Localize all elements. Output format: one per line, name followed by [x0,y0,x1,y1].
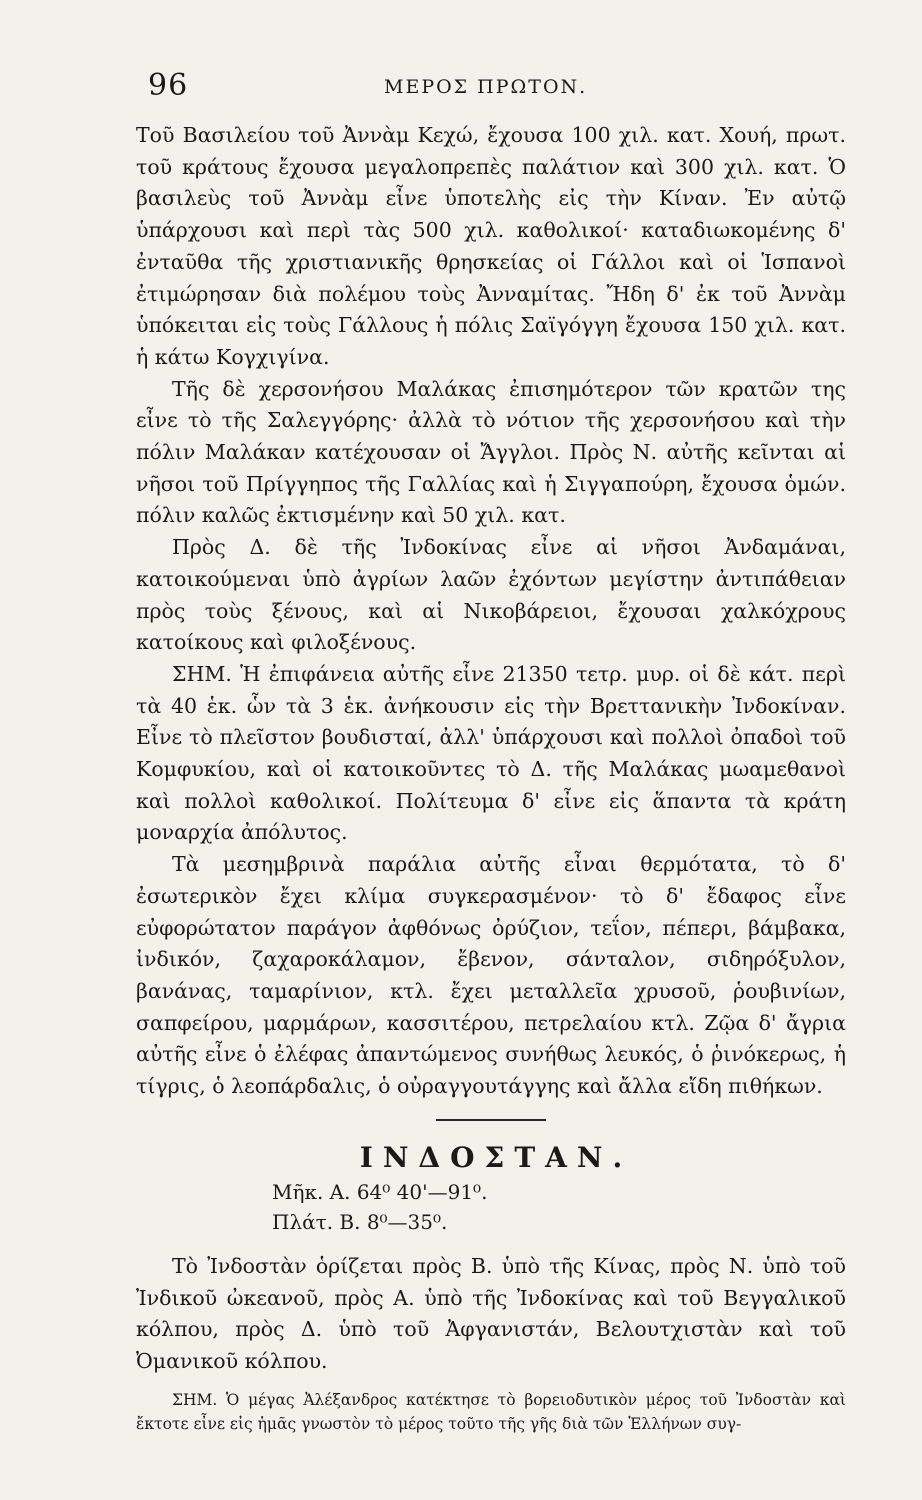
page-body [136,120,846,1436]
paragraph-note-surface: ΣΗΜ. Ἡ ἐπιφάνεια αὐτῆς εἶνε 21350 τετρ. μυρ. οἱ δὲ κάτ. περὶ τὰ 40 ἑκ. ὧν τὰ 3 ἑκ. ἀνήκουσιν εἰς τὴν Βρεττανικὴν Ἰνδοκίναν. Εἶνε τὸ πλεῖστον βουδισταί, ἀλλ' ὑπάρχουσι καὶ πολλοὶ ὀπαδοὶ τοῦ Κομφυκίου, καὶ οἱ κατοικοῦντες τὸ Δ. τῆς Μαλάκας μωαμεθανοὶ καὶ πολλοὶ καθολικοί. Πολίτευμα δ' εἶνε εἰς ἅπαντα τὰ κράτη μοναρχία ἀπόλυτος. [136,661,846,845]
paragraph-annam: Τοῦ Βασιλείου τοῦ Ἀννὰμ Κεχώ, ἔχουσα 100 χιλ. κατ. Χουή, πρωτ. τοῦ κράτους ἔχουσα μεγαλοπρεπὲς παλάτιον καὶ 300 χιλ. κατ. Ὁ βασιλεὺς τοῦ Ἀννὰμ εἶνε ὑποτελὴς εἰς τὴν Κίναν. Ἐν αὐτῷ ὑπάρχουσι καὶ περὶ τὰς 500 χιλ. καθολικοί· καταδιωκομένης δ' ἐνταῦθα τῆς χριστιανικῆς θρησκείας οἱ Γάλλοι καὶ οἱ Ἱσπανοὶ ἐτιμώρησαν διὰ πολέμου τοὺς Ἀνναμίτας. Ἤδη δ' ἐκ τοῦ Ἀννὰμ ὑπόκειται εἰς τοὺς Γάλλους ἡ πόλις Σαϊγόγγη ἔχουσα 150 χιλ. κατ. ἡ κάτω Κογχιγίνα. [136,123,846,369]
paragraph-climate: Τὰ μεσημβρινὰ παράλια αὐτῆς εἶναι θερμότατα, τὸ δ' ἐσωτερικὸν ἔχει κλίμα συγκερασμένον· τὸ δ' ἔδαφος εἶνε εὐφορώτατον παράγον ἀφθόνως ὀρύζιον, τεΐον, πέπερι, βάμβακα, ἰνδικόν, ζαχαροκάλαμον, ἔβενον, σάνταλον, σιδηρόξυλον, βανάνας, ταμαρίνιον, κτλ. ἔχει μεταλλεῖα χρυσοῦ, ῥουβινίων, σαπφείρου, μαρμάρων, κασσιτέρου, πετρελαίου κτλ. Ζῷα δ' ἄγρια αὐτῆς εἶνε ὁ ἐλέφας ἀπαντώμενος συνήθως λευκός, ὁ ῥινόκερως, ἡ τίγρις, ὁ λεοπάρδαλις, ὁ οὐραγγουτάγγης καὶ ἄλλα εἴδη πιθήκων. [136,852,846,1099]
paragraph-malacca: Τῆς δὲ χερσονήσου Μαλάκας ἐπισημότερον τῶν κρατῶν της εἶνε τὸ τῆς Σαλεγγόρης· ἀλλὰ τὸ νότιον τῆς χερσονήσου καὶ τὴν πόλιν Μαλάκαν κατέχουσαν οἱ Ἄγγλοι. Πρὸς Ν. αὐτῆς κεῖνται αἱ νῆσοι τοῦ Πρίγγηπος τῆς Γαλλίας καὶ ἡ Σιγγαπούρη, ἔχουσα ὁμών. πόλιν καλῶς ἐκτισμένην καὶ 50 χιλ. κατ. [136,376,846,528]
paragraph-andaman: Πρὸς Δ. δὲ τῆς Ἰνδοκίνας εἶνε αἱ νῆσοι Ἀνδαμάναι, κατοικούμεναι ὑπὸ ἀγρίων λαῶν ἐχόντων μεγίστην ἀντιπάθειαν πρὸς τοὺς ξένους, καὶ αἱ Νικοβάρειοι, ἔχουσαι χαλκόχρους κατοίκους καὶ φιλοξένους. [136,535,846,655]
running-title: ΜΕΡΟΣ ΠΡΩΤΟΝ. [384,76,588,98]
section-title: ΙΝΔΟΣΤΑΝ. [359,1140,633,1174]
footnote-alexander: ΣΗΜ. Ὁ μέγας Ἀλέξανδρος κατέκτησε τὸ βορειοδυτικὸν μέρος τοῦ Ἰνδοστὰν καὶ ἔκτοτε εἶνε εἰς ἡμᾶς γνωστὸν τὸ μέρος τοῦτο τῆς γῆς διὰ τῶν Ἑλλήνων συγ- [136,1390,846,1433]
page-header [148,68,782,108]
coordinates-block [136,1177,846,1237]
paragraph-hindustan-borders: Τὸ Ἰνδοστὰν ὁρίζεται πρὸς Β. ὑπὸ τῆς Κίνας, πρὸς Ν. ὑπὸ τοῦ Ἰνδικοῦ ὠκεανοῦ, πρὸς Α. ὑπὸ τῆς Ἰνδοκίνας καὶ τοῦ Βεγγαλικοῦ κόλπου, πρὸς Δ. ὑπὸ τοῦ Ἀφγανιστάν, Βελουτχιστὰν καὶ τοῦ Ὀμανικοῦ κόλπου. [136,1253,846,1373]
latitude-line: Πλάτ. Β. 8⁰—35⁰. [272,1209,448,1234]
page-number: 96 [148,68,189,103]
longitude-line: Μῆκ. Α. 64⁰ 40'—91⁰. [272,1179,488,1204]
section-divider [436,1119,546,1121]
